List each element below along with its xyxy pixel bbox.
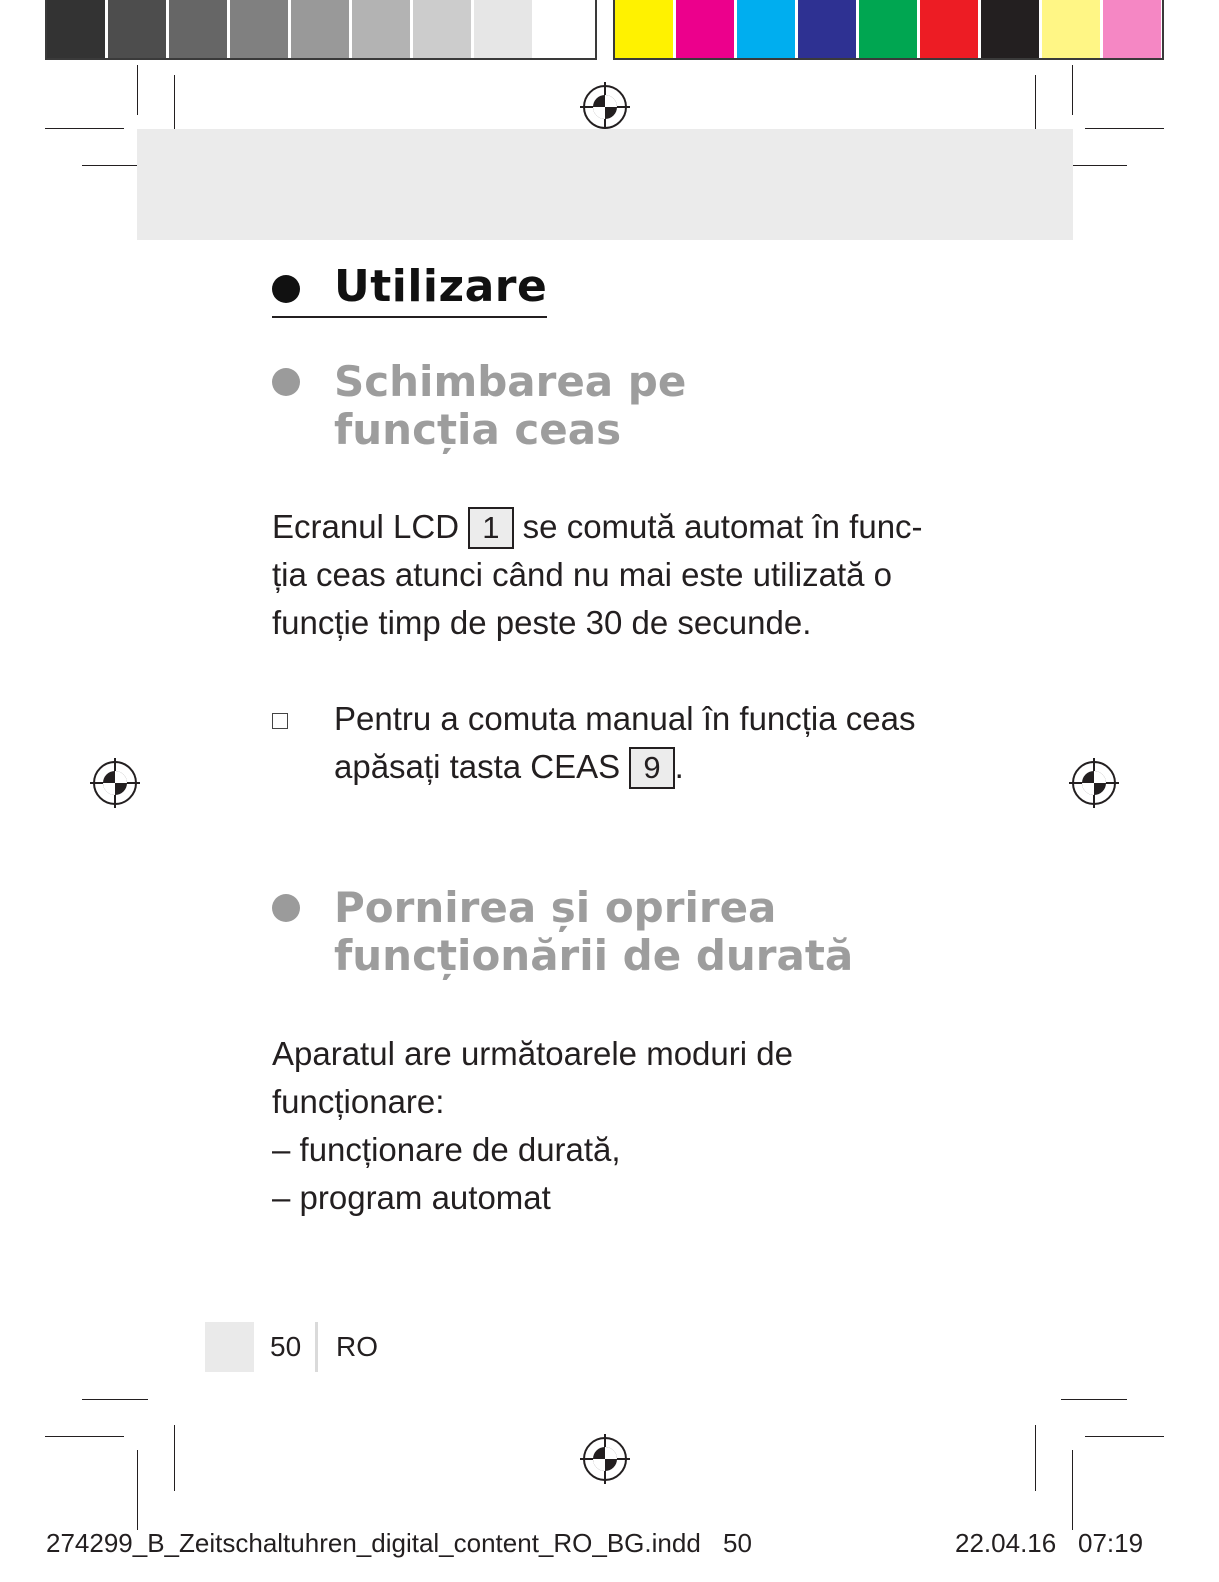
crop-mark (1072, 1450, 1073, 1530)
header-band (137, 129, 1073, 240)
crop-mark (45, 1436, 124, 1437)
registration-mark-icon (90, 758, 140, 808)
paragraph (272, 1030, 932, 1222)
reference-number: 9 (629, 747, 674, 789)
paragraph-line: funcționare: (272, 1083, 445, 1120)
gray-swatch (47, 0, 105, 58)
crop-mark (1061, 1399, 1127, 1400)
registration-mark-icon (580, 1434, 630, 1484)
list-item: – funcționare de durată, (272, 1131, 621, 1168)
step-line: apăsați tasta CEAS 9 . (334, 743, 954, 791)
slug-filename: 274299_B_Zeitschaltuhren_digital_content_RO_BG.indd (46, 1528, 701, 1558)
subsection-heading-line: funcția ceas (334, 405, 622, 454)
gray-swatch (291, 0, 349, 58)
subsection-heading (272, 884, 853, 980)
slug-time: 07:19 (1078, 1528, 1144, 1558)
gray-swatch (230, 0, 288, 58)
gray-swatch (413, 0, 471, 58)
color-swatch (737, 0, 795, 58)
section-title: Utilizare (334, 260, 548, 312)
footer-divider (315, 1322, 318, 1372)
paragraph-line: funcție timp de peste 30 de secunde. (272, 604, 812, 641)
crop-mark (137, 65, 138, 115)
crop-mark (174, 1425, 175, 1491)
color-swatch (615, 0, 673, 58)
step-line: Pentru a comuta manual în funcția ceas (334, 700, 916, 737)
color-swatch (1042, 0, 1100, 58)
slug-page: 50 (723, 1528, 752, 1558)
paragraph-line: Ecranul LCD 1 se comută automat în func- (272, 503, 932, 551)
crop-mark (1035, 1425, 1036, 1491)
crop-mark (45, 128, 124, 129)
subsection-heading-line: Pornirea și oprirea (334, 883, 777, 932)
color-swatch (676, 0, 734, 58)
color-swatch (981, 0, 1039, 58)
registration-mark-icon (1069, 758, 1119, 808)
subsection-heading-line: Schimbarea pe (334, 357, 687, 406)
section-heading (272, 256, 547, 318)
gray-swatch (474, 0, 532, 58)
crop-mark (1072, 65, 1073, 115)
color-swatch (798, 0, 856, 58)
instruction-step (334, 695, 954, 791)
registration-mark-icon (580, 82, 630, 132)
list-item: – program automat (272, 1179, 551, 1216)
gray-swatch (535, 0, 593, 58)
heading-bullet-icon (272, 894, 300, 922)
subsection-heading (272, 358, 686, 454)
gray-swatch (169, 0, 227, 58)
language-code: RO (336, 1331, 378, 1362)
color-swatch (920, 0, 978, 58)
crop-mark (1085, 128, 1164, 129)
gray-swatch (108, 0, 166, 58)
grayscale-color-bar (45, 0, 597, 60)
reference-number: 1 (468, 507, 513, 549)
crop-mark (137, 1450, 138, 1530)
crop-mark (82, 1399, 148, 1400)
subsection-heading-line: funcționării de durată (334, 931, 854, 980)
color-swatch (859, 0, 917, 58)
process-color-bar (613, 0, 1164, 60)
slug-date: 22.04.16 (955, 1528, 1057, 1558)
crop-mark (1085, 1436, 1164, 1437)
paragraph (272, 503, 932, 647)
gray-swatch (352, 0, 410, 58)
heading-bullet-icon (272, 368, 300, 396)
color-swatch (1103, 0, 1161, 58)
checkbox-bullet-icon (272, 713, 288, 729)
heading-bullet-icon (272, 275, 300, 303)
paragraph-line: Aparatul are următoarele moduri de (272, 1035, 793, 1072)
page-number: 50 (270, 1331, 302, 1362)
footer-tab (205, 1322, 254, 1372)
paragraph-line: ția ceas atunci când nu mai este utilizată o (272, 556, 893, 593)
